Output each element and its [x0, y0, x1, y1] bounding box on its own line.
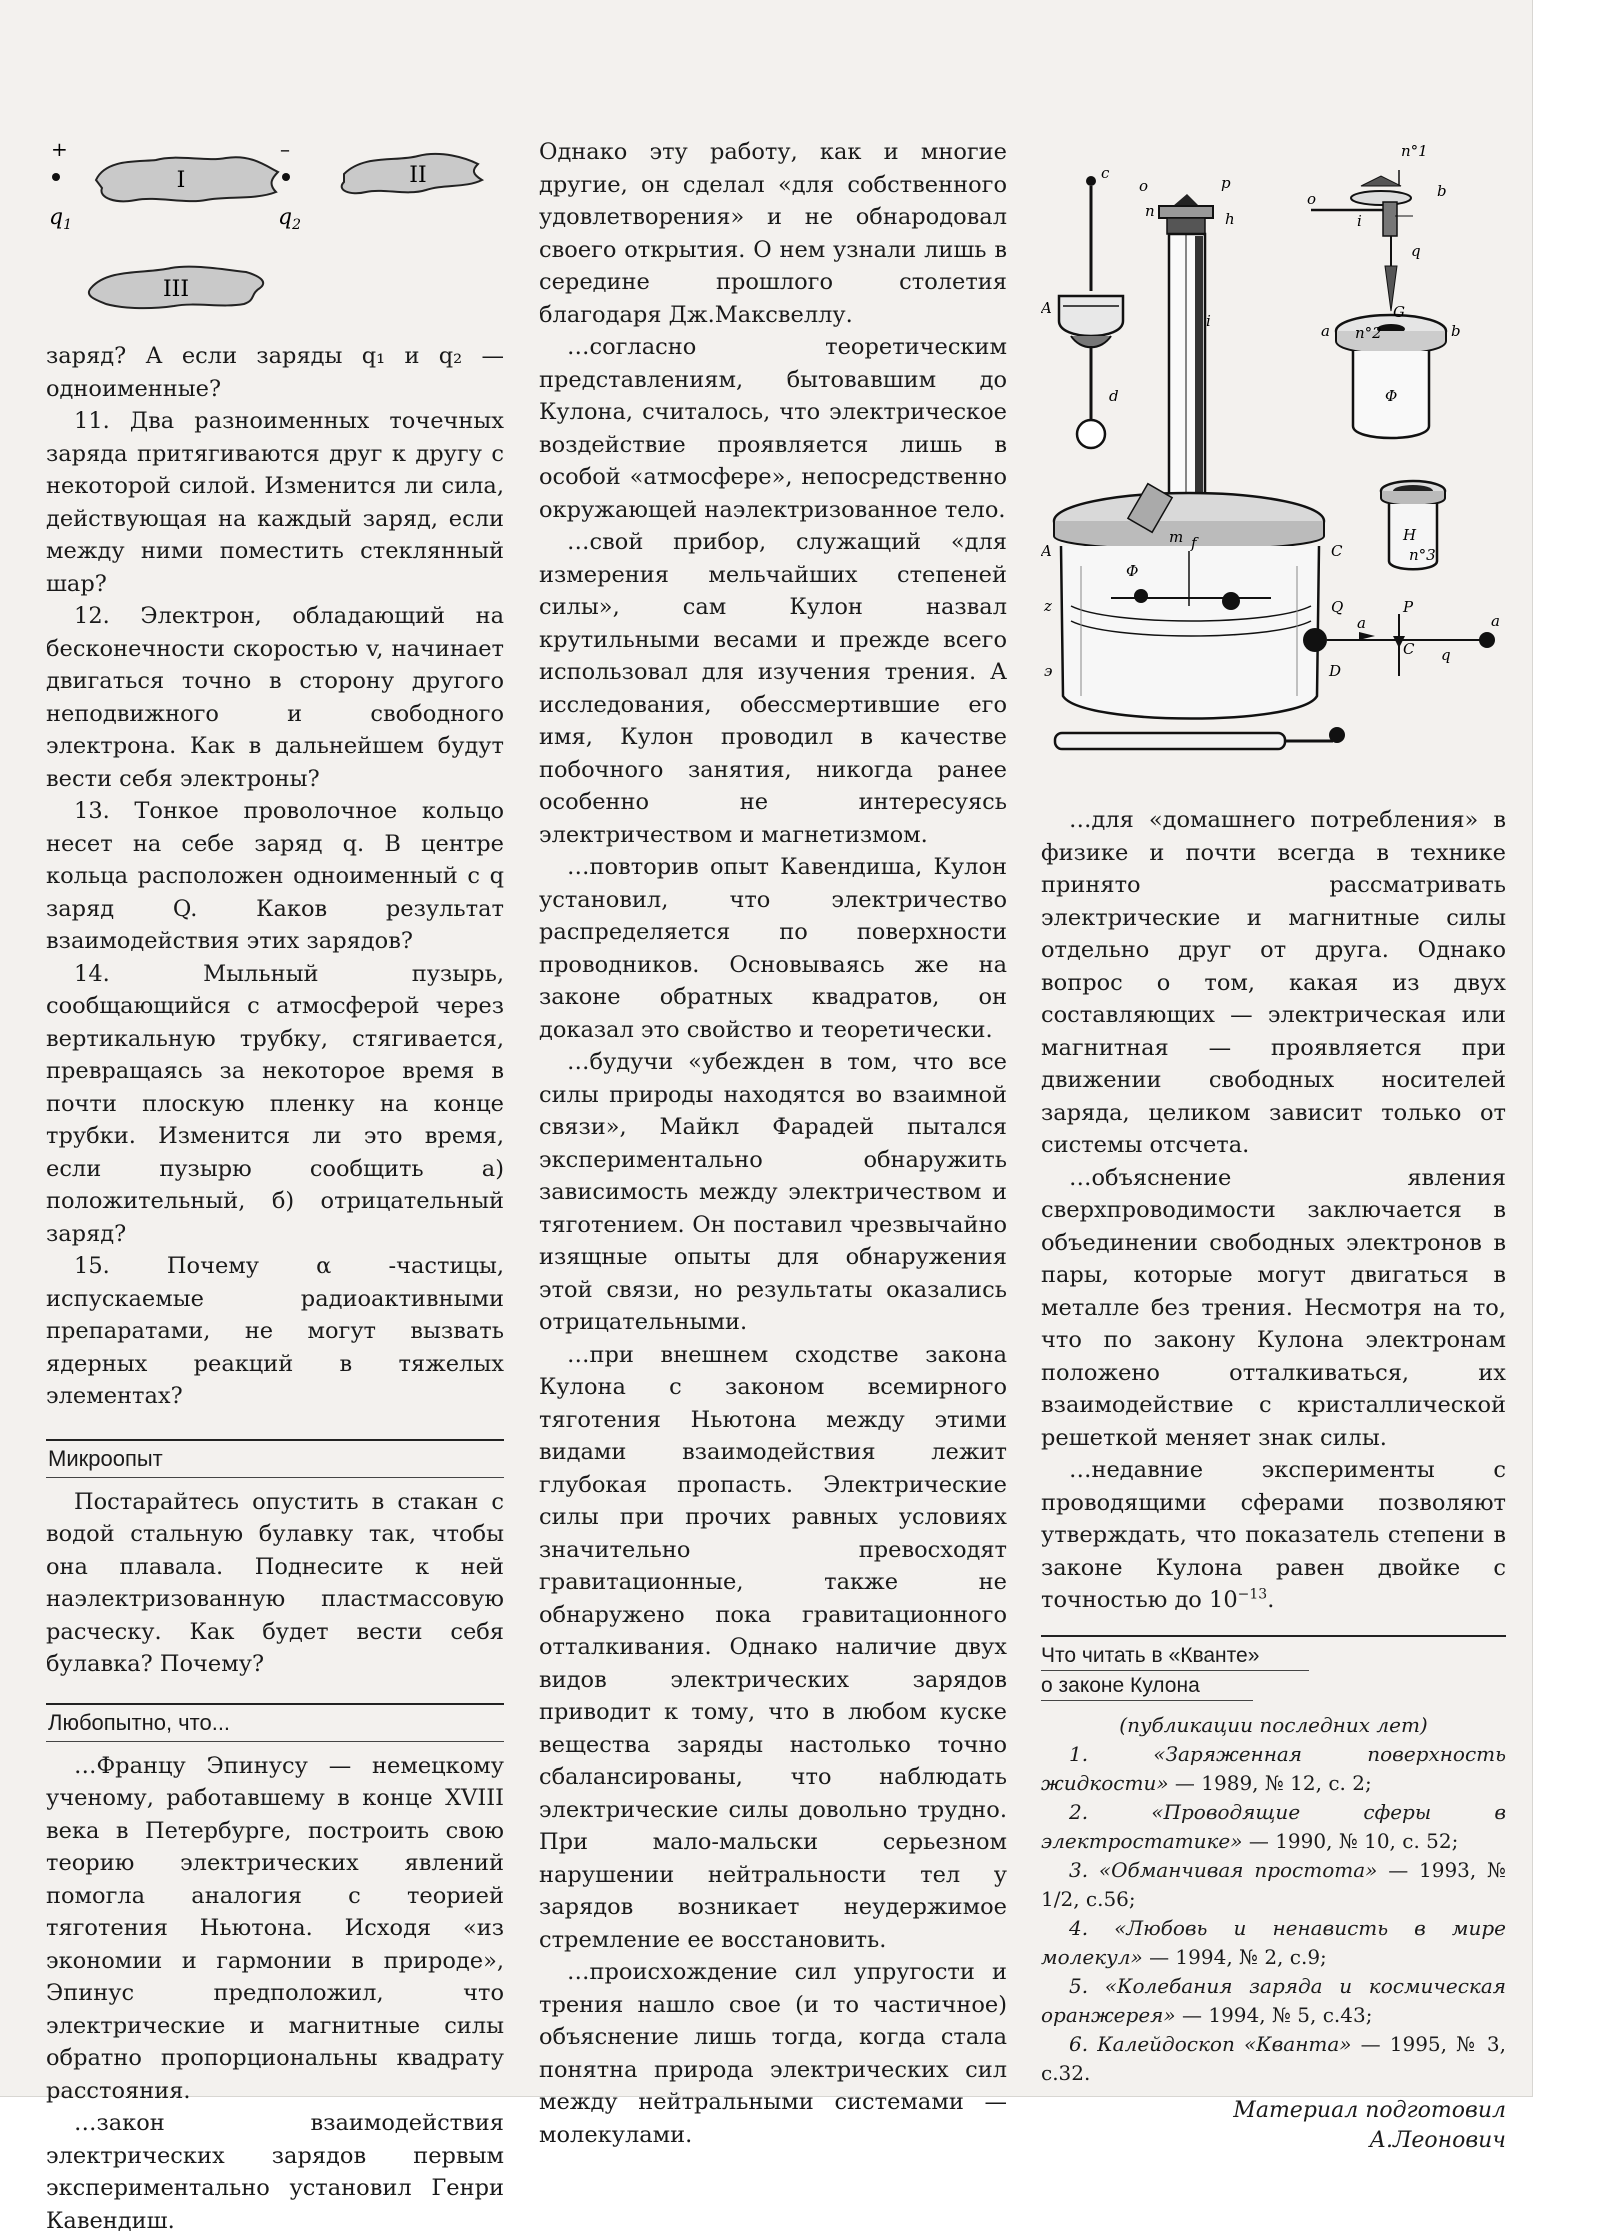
torsion-head	[1311, 170, 1413, 311]
label-A-top: A	[1041, 299, 1052, 317]
label-i: i	[1206, 312, 1211, 330]
label-phi-sleeve: Φ	[1385, 387, 1398, 405]
reading-list	[1041, 1711, 1506, 2088]
label-e: э	[1044, 662, 1053, 680]
label-P: P	[1403, 598, 1414, 616]
curious-paragraph-1: …Францу Эпинусу — немецкому ученому, работавшему в конце XVIII века в Петербурге, построить свою теорию электрических явлений помогла аналогия с теорией тяготения Ньютона. Исходя «из экономии и гармонии в природе», Эпинус предположил, что электрические и магнитные силы обратно пропорциональны квадрату расстояния.	[46, 1752, 504, 2104]
middle-paragraph-6: …при внешнем сходстве закона Кулона с законом всемирного тяготения Ньютона между этими видами взаимодействия лежит глубокая пропасть. Электрические силы при прочих равных условиях значительно превосходят гравитационные, также не обнаружено пока гравитационного отталкивания. Однако наличие двух видов электрических зарядов приводит к тому, что в любом куске вещества заряды настолько точно сбалансированы, что наблюдать электрические силы довольно трудно. При мало-мальски серьезном нарушении нейтральности тел у зарядов возникает неудержимое стремление ее восстановить.	[539, 1341, 1007, 1953]
label-b-top: b	[1437, 182, 1447, 200]
reading-item: 2. «Проводящие сферы в электростатике» — 1990, № 10, с. 52;	[1041, 1799, 1506, 1853]
label-i-right: i	[1357, 212, 1362, 230]
charge-q1-dot	[52, 173, 60, 181]
region-1-label: I	[176, 168, 186, 193]
sleeve-n2	[1336, 315, 1446, 438]
middle-paragraph-1: Однако эту работу, как и многие другие, он сделал «для собственного удовлетворения» и не обнародовал своего открытия. О нем узнали лишь в середине прошлого столетия благодаря Дж.Максвеллу.	[539, 139, 1007, 328]
problem-12: 12. Электрон, обладающий на бесконечности скоростью v, начинает двигаться точно в сторону другого неподвижного и свободного электрона. Как в дальнейшем будут вести себя электроны?	[46, 603, 504, 792]
region-blob-1	[96, 157, 278, 201]
column-middle	[539, 136, 1007, 2151]
reading-item: 3. «Обманчивая простота» — 1993, № 1/2, с.56;	[1041, 1857, 1506, 1911]
q2-label: $q_2$	[278, 205, 302, 233]
column-right	[1041, 136, 1506, 2156]
label-n3: n°3	[1409, 546, 1436, 564]
problem-10-end: заряд? А если заряды q₁ и q₂ — одноименные?	[46, 343, 504, 402]
minus-sign: –	[280, 140, 290, 161]
label-f: f	[1191, 534, 1197, 552]
label-c: c	[1101, 164, 1110, 182]
problem-15: 15. Почему α -частицы, испускаемые радиоактивными препаратами, не могут вызвать ядерных реакций в тяжелых элементах?	[46, 1253, 504, 1409]
label-G: G	[1393, 303, 1405, 321]
label-q-needle: q	[1441, 646, 1451, 664]
label-phi-cyl: Ф	[1126, 562, 1139, 580]
plus-sign: +	[51, 140, 68, 161]
label-q-top: q	[1411, 242, 1421, 260]
middle-paragraph-3: …свой прибор, служащий «для измерения мельчайших степеней силы», сам Кулон назвал крутильными весами и прежде всего использовал для изучения трения. А исследования, обессмертившие его имя, Кулон проводил в качестве побочного занятия, никогда ранее особенно не интересуясь электричеством и магнетизмом.	[539, 529, 1007, 848]
charges-figure	[46, 140, 504, 340]
label-n1: n°1	[1401, 142, 1428, 160]
label-a-needle-left: a	[1357, 614, 1366, 632]
label-o: o	[1139, 177, 1149, 195]
problem-14: 14. Мыльный пузырь, сообщающийся с атмосферой через вертикальную трубку, стягивается, превращаясь за некоторое время в почти плоскую пленку на конце трубки. Изменится ли это время, если пузырю сообщить а) положительный, б) отрицательный заряд?	[46, 960, 504, 1247]
label-C-cyl: C	[1331, 542, 1343, 560]
reading-item: 6. Калейдоскоп «Кванта» — 1995, № 3, с.32.	[1041, 2031, 1506, 2085]
reading-item: 1. «Заряженная поверхность жидкости» — 1989, № 12, с. 2;	[1041, 1741, 1506, 1795]
label-o-right: o	[1307, 190, 1317, 208]
right-paragraph-2: …объяснение явления сверхпроводимости заключается в объединении свободных электронов в пары, которые могут двигаться в металле без трения. Несмотря на то, что по закону Кулона электронам положено отталкиваться, их взаимодействие с кристаллической решеткой меняет знак силы.	[1041, 1164, 1506, 1451]
label-a-sleeve: a	[1321, 322, 1330, 340]
label-n: n	[1145, 202, 1155, 220]
charge-q2-dot	[282, 173, 290, 181]
label-A-cyl: A	[1041, 542, 1052, 560]
label-Q-cyl: Q	[1331, 598, 1344, 616]
reading-item: 5. «Колебания заряда и космическая оранжерея» — 1994, № 5, с.43;	[1041, 1973, 1506, 2027]
torsion-balance-figure	[1041, 136, 1506, 804]
middle-paragraph-2: …согласно теоретическим представлениям, бытовавшим до Кулона, считалось, что электрическое воздействие проявляется лишь в особой «атмосфере», непосредственно окружающей наэлектризованное тело.	[539, 334, 1007, 523]
q1-label: $q_1$	[49, 205, 73, 233]
middle-paragraph-4: …повторив опыт Кавендиша, Кулон установил, что электричество распределяется по поверхности проводников. Основываясь же на законе обратных квадратов, он доказал это свойство и теоретически.	[539, 854, 1007, 1043]
problem-13: 13. Тонкое проволочное кольцо несет на себе заряд q. В центре кольца расположен одноименный с q заряд Q. Каков результат взаимодействия этих зарядов?	[46, 798, 504, 954]
charges-diagram	[46, 140, 504, 340]
exponent: −13	[1237, 1586, 1268, 1603]
curious-heading: Любопытно, что...	[46, 1703, 504, 1742]
label-b-sleeve: b	[1451, 322, 1461, 340]
label-h: h	[1225, 210, 1235, 228]
curious-paragraph-2: …закон взаимодействия электрических зарядов первым экспериментально установил Генри Кавендиш.	[46, 2110, 504, 2234]
author-credit-line-2: А.Леонович	[1369, 2127, 1506, 2153]
charging-rod	[1055, 727, 1345, 749]
author-credit-line-1: Материал подготовил	[1233, 2097, 1506, 2123]
reading-list-heading	[1041, 1635, 1506, 1701]
label-H: H	[1403, 526, 1417, 544]
reading-item: 4. «Любовь и ненависть в мире молекул» — 1994, № 2, с.9;	[1041, 1915, 1506, 1969]
region-2-label: II	[409, 163, 427, 188]
reading-title-line-2: о законе Кулона	[1041, 1671, 1253, 1701]
label-D: D	[1329, 662, 1342, 680]
column-left	[46, 140, 504, 2237]
label-m: m	[1169, 528, 1184, 546]
hanging-pendulum	[1059, 176, 1123, 448]
right-paragraph-1: …для «домашнего потребления» в физике и почти всегда в технике принято рассматривать электрические и магнитные силы отдельно друг от друга. Однако вопрос о том, какая из двух составляющих — электрическая или магнитная — проявляется при движении свободных носителей заряда, целиком зависит только от системы отсчета.	[1041, 807, 1506, 1158]
label-d: d	[1109, 387, 1119, 405]
micro-experiment-heading: Микроопыт	[46, 1439, 504, 1478]
label-z: z	[1044, 597, 1052, 615]
problem-11: 11. Два разноименных точечных заряда притягиваются друг к другу с некоторой силой. Изменится ли сила, действующая на каждый заряд, если между ними поместить стеклянный шар?	[46, 408, 504, 597]
label-p: p	[1221, 174, 1231, 192]
middle-paragraph-5: …будучи «убежден в том, что все силы природы находятся во взаимной связи», Майкл Фарадей пытался экспериментально обнаружить зависимость между электричеством и тяготением. Он поставил чрезвычайно изящные опыты для обнаружения этой связи, но результаты оказались отрицательными.	[539, 1049, 1007, 1335]
label-C-needle: C	[1403, 640, 1415, 658]
label-a-needle: a	[1491, 612, 1500, 630]
label-n2: n°2	[1355, 324, 1382, 342]
reading-title-line-1: Что читать в «Кванте»	[1041, 1641, 1309, 1671]
reading-note: (публикации последних лет)	[1119, 1712, 1428, 1737]
micro-experiment-text: Постарайтесь опустить в стакан с водой стальную булавку так, чтобы она плавала. Поднесите к ней наэлектризованную пластмассовую расческу. Как будет вести себя булавка? Почему?	[46, 1488, 504, 1677]
torsion-balance-drawing	[1041, 136, 1506, 804]
glass-cylinder	[1054, 484, 1324, 719]
region-3-label: III	[162, 277, 190, 302]
right-paragraph-3: …недавние эксперименты с проводящими сферами позволяют утверждать, что показатель степени в законе Кулона равен двойке с точностью до $10^{-13}$.	[1041, 1457, 1506, 1613]
middle-paragraph-7: …происхождение сил упругости и трения нашло свое (и то частичное) объяснение лишь тогда, когда стала понятна природа электрических сил между нейтральными системами — молекулами.	[539, 1959, 1007, 2148]
